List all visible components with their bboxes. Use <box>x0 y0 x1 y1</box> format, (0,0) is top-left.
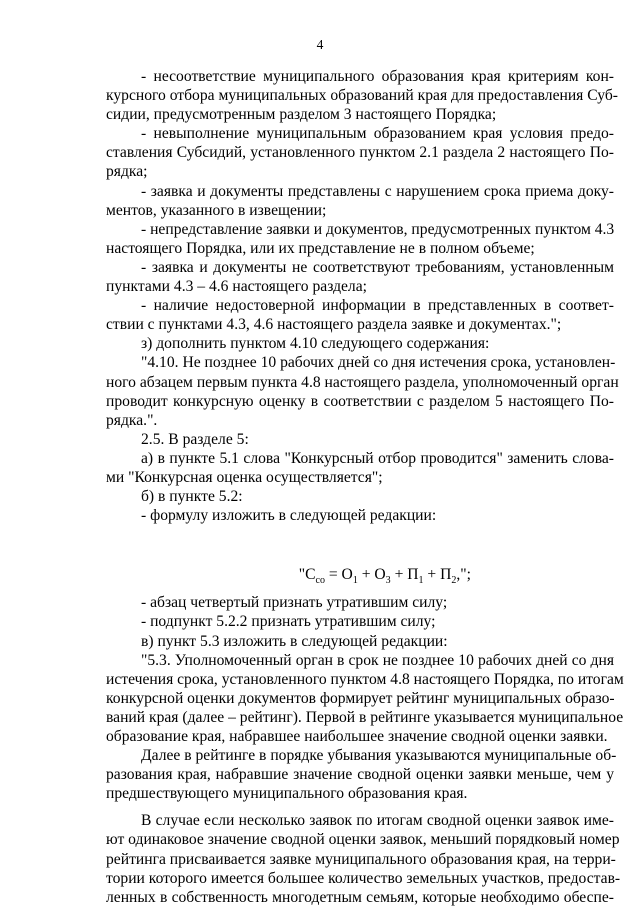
formula-part: + П <box>423 566 452 584</box>
text-line: Далее в рейтинге в порядке убывания указываются муниципальные об- <box>141 747 617 765</box>
formula <box>106 565 614 587</box>
document-body <box>106 67 624 907</box>
text-line: - наличие недостоверной информации в представленных в соответ- <box>141 297 614 315</box>
text-line: - подпункт 5.2.2 признать утратившим силу; <box>141 613 436 631</box>
formula-part: + П <box>390 566 419 584</box>
text-line: б) в пункте 5.2: <box>141 488 243 506</box>
text-line: - заявка и документы представлены с нарушением срока приема доку- <box>141 182 614 200</box>
text-line: "4.10. Не позднее 10 рабочих дней со дня истечения срока, установлен- <box>141 354 616 372</box>
text-line: курсного отбора муниципальных образований края для предоставления Суб- <box>106 87 618 105</box>
text-line: настоящего Порядка, или их представление не в полном объеме; <box>106 239 535 257</box>
text-line: рейтинга присваивается заявке муниципального образования края, на терри- <box>106 850 616 868</box>
formula-part: ,"; <box>456 566 471 584</box>
text-line: з) дополнить пунктом 4.10 следующего содержания: <box>141 335 490 353</box>
text-line: в) пункт 5.3 изложить в следующей редакции: <box>141 632 448 650</box>
text-line: истечения срока, установленного пунктом 4.8 настоящего Порядка, по итогам <box>106 670 624 688</box>
text-line: образование края, набравшее наибольшее значение сводной оценки заявки. <box>106 728 608 745</box>
text-line: ми "Конкурсная оценка осуществляется"; <box>106 468 383 486</box>
text-line: - несоответствие муниципального образования края критериям кон- <box>141 68 614 85</box>
formula-subscript: 1 <box>418 575 424 587</box>
text-line: конкурсной оценки документов формирует рейтинг муниципальных образо- <box>106 689 615 707</box>
text-line: - заявка и документы не соответствуют требованиям, установленным <box>141 258 614 276</box>
text-line: сидии, предусмотренным разделом 3 настоящего Порядка; <box>106 106 497 124</box>
page-number: 4 <box>316 37 324 52</box>
text-line: - формулу изложить в следующей редакции: <box>141 507 437 525</box>
text-line: а) в пункте 5.1 слова "Конкурсный отбор проводится" заменить слова- <box>141 449 614 467</box>
text-line: рядка.". <box>106 411 158 429</box>
text-line: В случае если несколько заявок по итогам сводной оценки заявок име- <box>141 812 614 830</box>
text-line: рядка; <box>106 163 148 181</box>
text-line: ленных в собственность многодетным семьям, которые необходимо обеспе- <box>106 888 614 906</box>
text-line: 2.5. В разделе 5: <box>141 430 249 448</box>
text-line: тории которого имеется большее количество земельных участков, предостав- <box>106 869 621 887</box>
text-line: ют одинаковое значение сводной оценки заявок, меньший порядковый номер <box>106 831 620 849</box>
formula-subscript: со <box>315 575 325 587</box>
text-line: "5.3. Уполномоченный орган в срок не позднее 10 рабочих дней со дня <box>141 651 614 669</box>
text-line: - абзац четвертый признать утратившим силу; <box>141 594 448 612</box>
text-line: разования края, набравшие значение сводной оценки заявки меньше, чем у <box>106 766 614 784</box>
text-line: - непредставление заявки и документов, предусмотренных пунктом 4.3 <box>141 220 615 238</box>
text-line: проводит конкурсную оценку в соответствии с разделом 5 настоящего По- <box>106 392 614 410</box>
formula-part: "С <box>298 566 316 584</box>
text-line: ного абзацем первым пункта 4.8 настоящего раздела, уполномоченный орган <box>106 373 619 391</box>
text-line: ствии с пунктами 4.3, 4.6 настоящего раздела заявке и документах."; <box>106 316 562 334</box>
formula-part: + О <box>357 566 386 584</box>
text-line: ментов, указанного в извещении; <box>106 201 327 219</box>
text-line: ваний края (далее – рейтинг). Первой в рейтинге указывается муниципальное <box>106 708 624 726</box>
formula-subscript: 2 <box>451 575 457 587</box>
text-line: ставления Субсидий, установленного пунктом 2.1 раздела 2 настоящего По- <box>106 144 614 162</box>
formula-part: = О <box>324 566 353 584</box>
text-line: пунктами 4.3 – 4.6 настоящего раздела; <box>106 278 367 296</box>
formula-subscript: 3 <box>385 575 391 587</box>
text-line: предшествующего муниципального образования края. <box>106 785 468 803</box>
text-line: - невыполнение муниципальным образованием края условия предо- <box>141 125 614 143</box>
formula-subscript: 1 <box>352 575 358 587</box>
